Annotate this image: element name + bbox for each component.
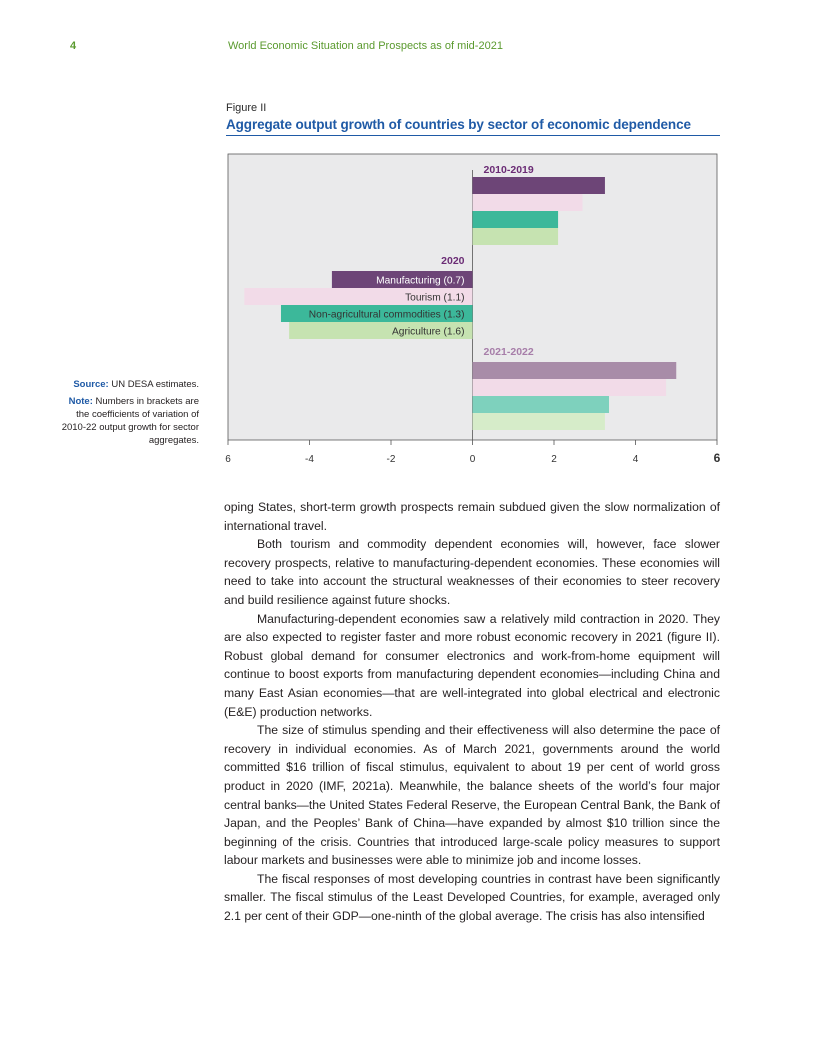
body-text: [224, 498, 720, 926]
group-title: 2020: [441, 255, 465, 267]
page-number: 4: [70, 40, 77, 52]
bar: [473, 177, 605, 194]
bar-label: Non-agricultural commodities (1.3): [308, 309, 465, 321]
bar-label: Manufacturing (0.7): [376, 275, 465, 287]
output-growth-chart: [218, 150, 724, 472]
chart-note: [60, 395, 199, 447]
x-tick-label: -4: [305, 454, 314, 465]
group-title: 2021-2022: [483, 346, 534, 358]
bar: [473, 413, 605, 430]
bar: [473, 211, 559, 228]
body-paragraph: oping States, short-term growth prospects remain subdued given the slow normalization of international travel.: [224, 500, 720, 533]
body-paragraph: The size of stimulus spending and their effectiveness will also determine the pace of recovery in individual economies. As of March 2021, governments around the world committed $16 trillion of fiscal stimulus, equivalent to about 19 per cent of world gross product in 2020 (IMF, 2021a). Meanwhile, the balance sheets of the world’s four major central banks—the United States Federal Reserve, the European Central Bank, the Bank of Japan, and the Peoples’ Bank of China—have expanded by almost $10 trillion since the beginning of the crisis. Countries that introduced large-scale policy measures to support labour markets and businesses were able to minimize job and income losses.: [224, 723, 720, 868]
note-text: Numbers in brackets are the coefficients of variation of 2010-22 output growth for sector aggregates.: [61, 396, 199, 446]
bar: [473, 228, 559, 245]
x-tick-label: 2: [551, 454, 557, 465]
x-tick-label: 6: [225, 454, 231, 465]
body-paragraph: The fiscal responses of most developing countries in contrast have been significantly smaller. The fiscal stimulus of the Least Developed Countries, for example, averaged only 2.1 per cent of their GDP—one-ninth of the global average. The crisis has also intensified: [224, 871, 720, 924]
body-paragraph: Both tourism and commodity dependent economies will, however, face slower recovery prospects, relative to manufacturing-dependent economies. These economies will need to take into account the structural weaknesses of their economies to steer recovery and build resilience against future shocks.: [224, 537, 720, 607]
figure-label: Figure II: [226, 102, 267, 114]
bar-label: Agriculture (1.6): [392, 326, 465, 338]
figure-title: Aggregate output growth of countries by sector of economic dependence: [226, 117, 691, 132]
figure-title-rule: [226, 135, 720, 136]
bar: [473, 362, 677, 379]
bar: [473, 194, 583, 211]
bar: [473, 379, 667, 396]
body-paragraph: Manufacturing-dependent economies saw a relatively mild contraction in 2020. They are also expected to register faster and more robust economic recovery in 2021 (figure II). Robust global demand for consumer electronics and work-from-home equipment will continue to boost exports from manufacturing dependent economies—including China and many East Asian economies—that are well-integrated into global electrical and electronic (E&E) production networks.: [224, 611, 720, 719]
x-tick-label: -2: [386, 454, 396, 465]
note-label: Note:: [68, 396, 93, 407]
source-text: UN DESA estimates.: [111, 379, 199, 390]
running-title: World Economic Situation and Prospects as of mid-2021: [228, 40, 503, 52]
x-tick-label: 6: [713, 451, 721, 465]
bar-label: Tourism (1.1): [405, 292, 465, 304]
x-tick-label: 4: [632, 454, 639, 465]
bar: [473, 396, 610, 413]
x-tick-label: 0: [469, 454, 476, 465]
group-title: 2010-2019: [483, 164, 534, 176]
source-note: [60, 378, 199, 391]
source-label: Source:: [73, 379, 109, 390]
